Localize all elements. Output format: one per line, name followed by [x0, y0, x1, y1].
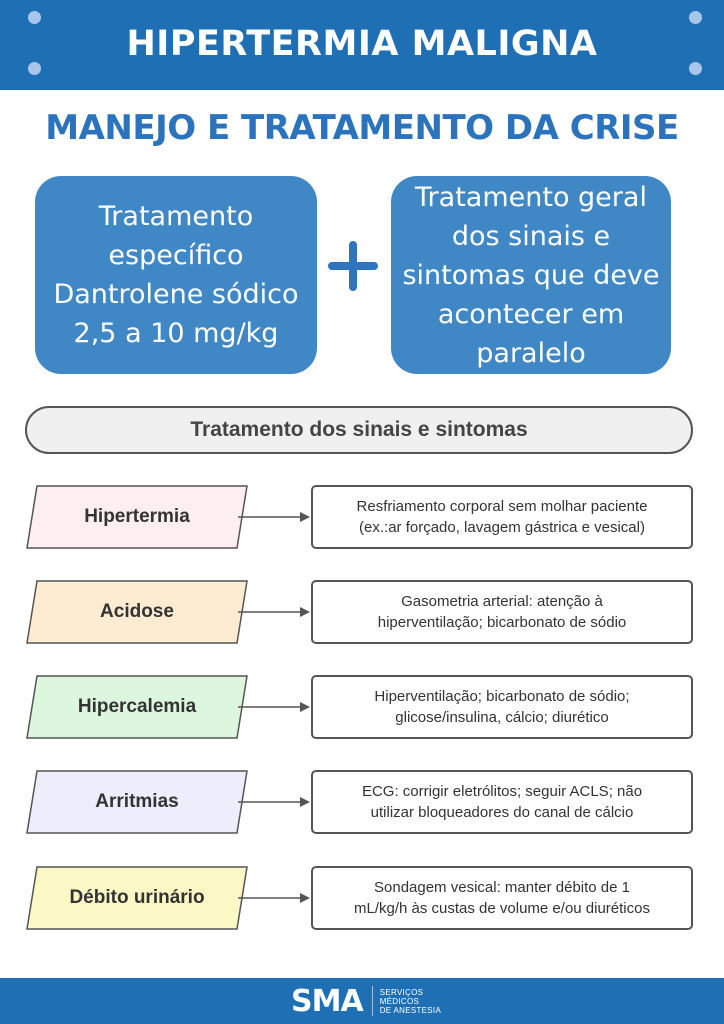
treatment-line: Sondagem vesical: manter débito de 1	[374, 879, 630, 896]
logo-line: MÉDICOS	[379, 996, 420, 1006]
page-subtitle: MANEJO E TRATAMENTO DA CRISE	[45, 108, 679, 148]
treatment-line: (ex.:ar forçado, lavagem gástrica e vesical)	[359, 519, 645, 536]
arrow-icon	[238, 701, 310, 713]
treatment-box	[311, 485, 693, 549]
symptom-row	[0, 770, 724, 836]
arrow-icon	[238, 796, 310, 808]
treatment-box	[311, 866, 693, 930]
treatment-line: mL/kg/h às custas de volume e/ou diuréticos	[354, 900, 650, 917]
symptom-label: Hipercalemia	[77, 696, 197, 717]
header-banner	[0, 0, 724, 90]
decorative-dot	[28, 11, 41, 24]
treatment-line: glicose/insulina, cálcio; diurético	[395, 709, 609, 726]
page-title: HIPERTERMIA MALIGNA	[126, 24, 598, 64]
treatment-box	[311, 580, 693, 644]
symptom-label: Acidose	[100, 601, 174, 622]
arrow-icon	[238, 606, 310, 618]
logo-text	[380, 988, 441, 1015]
arrow-icon	[238, 892, 310, 904]
general-treatment-card	[391, 176, 671, 374]
symptom-label: Hipertermia	[84, 506, 190, 527]
symptom-parallelogram	[26, 580, 248, 644]
symptom-row	[0, 866, 724, 932]
logo-line: DE ANESTESIA	[379, 1005, 442, 1015]
sma-logo	[291, 984, 441, 1018]
symptom-parallelogram	[26, 866, 248, 930]
section-title: Tratamento dos sinais e sintomas	[25, 406, 693, 454]
symptom-parallelogram	[26, 770, 248, 834]
decorative-dot	[689, 11, 702, 24]
symptom-row	[0, 675, 724, 741]
symptom-row	[0, 485, 724, 551]
symptom-parallelogram	[26, 675, 248, 739]
treatment-line: Gasometria arterial: atenção à	[401, 593, 603, 610]
treatment-line: ECG: corrigir eletrólitos; seguir ACLS; não	[361, 783, 643, 800]
logo-mark: SMA	[291, 983, 363, 1019]
treatment-line: Resfriamento corporal sem molhar paciente	[356, 498, 648, 515]
treatment-box	[311, 770, 693, 834]
symptom-label: Débito urinário	[69, 887, 205, 908]
specific-treatment-card	[35, 176, 317, 374]
logo-line: SERVIÇOS	[379, 987, 424, 997]
treatment-line: hiperventilação; bicarbonato de sódio	[377, 614, 627, 631]
symptom-label: Arritmias	[95, 791, 179, 812]
symptom-parallelogram	[26, 485, 248, 549]
card-line: paralelo	[476, 337, 586, 369]
card-line: acontecer em	[437, 298, 625, 330]
card-line: Tratamento geral	[415, 181, 647, 213]
arrow-icon	[238, 511, 310, 523]
card-line: sintomas que deve	[402, 259, 660, 291]
treatment-line: Hiperventilação; bicarbonato de sódio;	[374, 688, 630, 705]
card-line: Dantrolene sódico	[53, 279, 299, 310]
logo-divider	[372, 986, 373, 1016]
treatment-box	[311, 675, 693, 739]
card-line: específico	[108, 240, 244, 271]
card-line: Tratamento	[98, 201, 254, 232]
card-line: 2,5 a 10 mg/kg	[73, 318, 279, 349]
card-line: dos sinais e	[451, 220, 611, 252]
treatment-line: utilizar bloqueadores do canal de cálcio	[370, 804, 634, 821]
symptom-row	[0, 580, 724, 646]
plus-icon	[326, 239, 380, 293]
